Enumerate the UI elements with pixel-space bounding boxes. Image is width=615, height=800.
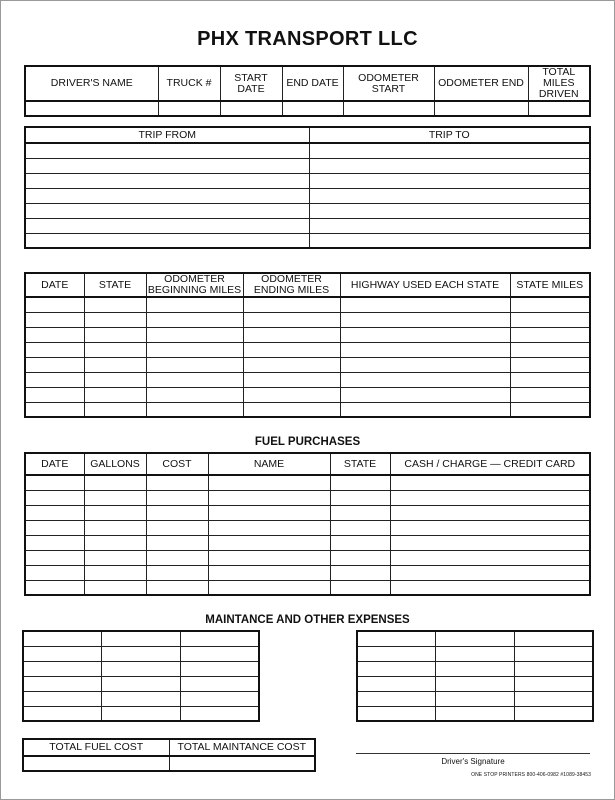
state-mileage-cell[interactable]: [84, 342, 146, 357]
maintenance-left-cell[interactable]: [23, 631, 101, 646]
header-name: NAME: [208, 453, 330, 475]
fuel-cell[interactable]: [146, 580, 208, 595]
fuel-cell[interactable]: [146, 565, 208, 580]
total-maintance-cost-field[interactable]: [169, 756, 315, 771]
fuel-cell[interactable]: [84, 490, 146, 505]
maintenance-right-row: [357, 631, 593, 646]
maintenance-right-cell[interactable]: [514, 676, 593, 691]
fuel-cell[interactable]: [84, 535, 146, 550]
trip-cell[interactable]: [25, 143, 309, 158]
fuel-cell[interactable]: [25, 535, 84, 550]
state-mileage-cell[interactable]: [25, 387, 84, 402]
maintenance-right-cell[interactable]: [357, 706, 435, 721]
header-total-miles: TOTAL MILES DRIVEN: [528, 66, 590, 101]
trip-row: [25, 173, 590, 188]
trip-cell[interactable]: [25, 188, 309, 203]
trip-table: [24, 126, 591, 249]
state-mileage-cell[interactable]: [243, 297, 340, 312]
header-odometer-beginning: ODOMETER BEGINNING MILES: [147, 273, 242, 296]
state-mileage-cell[interactable]: [84, 297, 146, 312]
fuel-cell[interactable]: [84, 550, 146, 565]
maintenance-label: MAINTANCE AND OTHER EXPENSES: [205, 614, 410, 626]
state-mileage-cell[interactable]: [243, 312, 340, 327]
maintenance-left-cell[interactable]: [23, 676, 101, 691]
state-mileage-cell[interactable]: [84, 327, 146, 342]
fuel-cell[interactable]: [390, 580, 590, 595]
fuel-cell[interactable]: [390, 520, 590, 535]
state-mileage-cell[interactable]: [25, 402, 84, 417]
fuel-cell[interactable]: [390, 565, 590, 580]
state-mileage-cell[interactable]: [146, 297, 243, 312]
fuel-cell[interactable]: [390, 505, 590, 520]
fuel-cell[interactable]: [208, 490, 330, 505]
trip-row: [25, 143, 590, 158]
fuel-cell[interactable]: [330, 475, 390, 490]
state-mileage-cell[interactable]: [340, 312, 510, 327]
fuel-cell[interactable]: [208, 520, 330, 535]
truck-number-field[interactable]: [158, 101, 220, 116]
state-mileage-cell[interactable]: [25, 372, 84, 387]
maintenance-table-right: [356, 630, 594, 722]
maintenance-right-row: [357, 691, 593, 706]
fuel-cell[interactable]: [330, 490, 390, 505]
fuel-cell[interactable]: [84, 580, 146, 595]
maintenance-left-cell[interactable]: [180, 676, 259, 691]
maintenance-right-cell[interactable]: [357, 691, 435, 706]
trip-row: [25, 158, 590, 173]
maintenance-left-cell[interactable]: [101, 691, 180, 706]
fuel-cell[interactable]: [146, 475, 208, 490]
state-mileage-cell[interactable]: [510, 297, 590, 312]
start-date-field[interactable]: [220, 101, 282, 116]
fuel-cell[interactable]: [208, 505, 330, 520]
fuel-row: [25, 505, 590, 520]
fuel-cell[interactable]: [146, 490, 208, 505]
state-mileage-cell[interactable]: [340, 297, 510, 312]
fuel-cell[interactable]: [208, 475, 330, 490]
state-mileage-row: [25, 297, 590, 312]
total-fuel-cost-field[interactable]: [23, 756, 169, 771]
header-gallons: GALLONS: [84, 453, 146, 475]
header-state-miles: STATE MILES: [510, 273, 590, 297]
header-cost: COST: [146, 453, 208, 475]
state-mileage-cell[interactable]: [25, 327, 84, 342]
fuel-cell[interactable]: [25, 520, 84, 535]
state-mileage-cell[interactable]: [340, 327, 510, 342]
fuel-purchases-label: FUEL PURCHASES: [254, 436, 361, 448]
fuel-cell[interactable]: [208, 565, 330, 580]
state-mileage-cell[interactable]: [25, 357, 84, 372]
fuel-cell[interactable]: [25, 505, 84, 520]
trip-cell[interactable]: [309, 173, 590, 188]
header-start-date: START DATE: [220, 66, 282, 101]
state-mileage-cell[interactable]: [146, 387, 243, 402]
signature-label: Driver's Signature: [441, 757, 505, 766]
state-mileage-row: [25, 387, 590, 402]
fuel-cell[interactable]: [208, 580, 330, 595]
maintenance-left-cell[interactable]: [180, 646, 259, 661]
header-total-fuel-cost: TOTAL FUEL COST: [23, 739, 169, 756]
trip-cell[interactable]: [25, 218, 309, 233]
trip-row: [25, 188, 590, 203]
maintenance-left-row: [23, 661, 259, 676]
state-mileage-cell[interactable]: [84, 387, 146, 402]
state-mileage-cell[interactable]: [146, 312, 243, 327]
maintenance-left-row: [23, 646, 259, 661]
header-truck-number: TRUCK #: [158, 66, 220, 101]
state-mileage-cell[interactable]: [510, 327, 590, 342]
state-mileage-table: [24, 272, 591, 418]
state-mileage-cell[interactable]: [146, 372, 243, 387]
maintenance-left-cell[interactable]: [23, 646, 101, 661]
fuel-cell[interactable]: [146, 535, 208, 550]
fuel-cell[interactable]: [84, 520, 146, 535]
trip-cell[interactable]: [25, 173, 309, 188]
maintenance-left-row: [23, 706, 259, 721]
maintenance-right-cell[interactable]: [514, 706, 593, 721]
maintenance-right-cell[interactable]: [514, 631, 593, 646]
drivers-name-field[interactable]: [25, 101, 158, 116]
fuel-row: [25, 475, 590, 490]
state-mileage-row: [25, 342, 590, 357]
trip-cell[interactable]: [309, 203, 590, 218]
fuel-cell[interactable]: [390, 490, 590, 505]
fuel-cell[interactable]: [390, 550, 590, 565]
maintenance-left-cell[interactable]: [23, 706, 101, 721]
maintenance-right-cell[interactable]: [435, 631, 514, 646]
company-title: PHX TRANSPORT LLC: [197, 28, 418, 50]
fuel-cell[interactable]: [330, 535, 390, 550]
maintenance-right-row: [357, 661, 593, 676]
maintenance-left-cell[interactable]: [23, 661, 101, 676]
end-date-field[interactable]: [282, 101, 343, 116]
state-mileage-cell[interactable]: [510, 372, 590, 387]
fuel-cell[interactable]: [390, 475, 590, 490]
maintenance-left-row: [23, 691, 259, 706]
state-mileage-cell[interactable]: [84, 312, 146, 327]
fuel-cell[interactable]: [330, 520, 390, 535]
maintenance-table-left: [22, 630, 260, 722]
state-mileage-cell[interactable]: [243, 372, 340, 387]
signature-line[interactable]: [356, 753, 590, 754]
header-odometer-start: ODOMETER START: [343, 66, 434, 101]
header-fuel-date: DATE: [25, 453, 84, 475]
maintenance-left-cell[interactable]: [180, 691, 259, 706]
state-mileage-cell[interactable]: [243, 387, 340, 402]
state-mileage-row: [25, 372, 590, 387]
fuel-cell[interactable]: [84, 475, 146, 490]
fuel-cell[interactable]: [25, 580, 84, 595]
maintenance-left-cell[interactable]: [101, 646, 180, 661]
fuel-cell[interactable]: [330, 550, 390, 565]
trip-cell[interactable]: [309, 158, 590, 173]
trip-row: [25, 218, 590, 233]
trip-cell[interactable]: [25, 203, 309, 218]
maintenance-right-cell[interactable]: [435, 691, 514, 706]
maintenance-left-cell[interactable]: [180, 661, 259, 676]
maintenance-left-cell[interactable]: [180, 706, 259, 721]
fuel-cell[interactable]: [146, 505, 208, 520]
maintenance-right-cell[interactable]: [435, 706, 514, 721]
header-date: DATE: [25, 273, 84, 297]
trip-cell[interactable]: [25, 158, 309, 173]
maintenance-right-cell[interactable]: [514, 661, 593, 676]
maintenance-left-row: [23, 676, 259, 691]
maintenance-right-cell[interactable]: [435, 661, 514, 676]
state-mileage-cell[interactable]: [25, 342, 84, 357]
state-mileage-cell[interactable]: [84, 372, 146, 387]
header-end-date: END DATE: [282, 66, 343, 101]
state-mileage-cell[interactable]: [340, 387, 510, 402]
fuel-row: [25, 550, 590, 565]
driver-info-table: [24, 65, 591, 117]
maintenance-left-row: [23, 631, 259, 646]
fuel-cell[interactable]: [330, 580, 390, 595]
header-trip-from: TRIP FROM: [25, 127, 309, 143]
maintenance-right-cell[interactable]: [357, 676, 435, 691]
maintenance-right-row: [357, 706, 593, 721]
header-trip-to: TRIP TO: [309, 127, 590, 143]
state-mileage-cell[interactable]: [146, 342, 243, 357]
fuel-row: [25, 535, 590, 550]
fuel-cell[interactable]: [330, 505, 390, 520]
header-odometer-ending: ODOMETER ENDING MILES: [243, 273, 340, 297]
state-mileage-cell[interactable]: [25, 312, 84, 327]
fuel-row: [25, 520, 590, 535]
fuel-cell[interactable]: [25, 490, 84, 505]
maintenance-left-cell[interactable]: [101, 676, 180, 691]
state-mileage-row: [25, 402, 590, 417]
state-mileage-cell[interactable]: [340, 342, 510, 357]
state-mileage-cell[interactable]: [340, 372, 510, 387]
state-mileage-cell[interactable]: [510, 357, 590, 372]
state-mileage-cell[interactable]: [84, 402, 146, 417]
state-mileage-cell[interactable]: [84, 357, 146, 372]
maintenance-left-cell[interactable]: [23, 691, 101, 706]
header-total-maintance-cost: TOTAL MAINTANCE COST: [169, 739, 315, 756]
state-mileage-row: [25, 327, 590, 342]
fuel-row: [25, 490, 590, 505]
maintenance-right-cell[interactable]: [435, 676, 514, 691]
header-payment: CASH / CHARGE — CREDIT CARD: [390, 453, 590, 475]
fuel-cell[interactable]: [146, 550, 208, 565]
state-mileage-row: [25, 312, 590, 327]
odometer-start-field[interactable]: [343, 101, 434, 116]
fuel-cell[interactable]: [208, 535, 330, 550]
fuel-cell[interactable]: [208, 550, 330, 565]
state-mileage-cell[interactable]: [25, 297, 84, 312]
fuel-cell[interactable]: [25, 565, 84, 580]
fuel-cell[interactable]: [25, 475, 84, 490]
state-mileage-cell[interactable]: [146, 402, 243, 417]
state-mileage-cell[interactable]: [510, 312, 590, 327]
trip-row: [25, 233, 590, 248]
state-mileage-cell[interactable]: [146, 357, 243, 372]
fuel-purchases-table: [24, 452, 591, 596]
maintenance-right-row: [357, 646, 593, 661]
maintenance-right-cell[interactable]: [514, 691, 593, 706]
fuel-cell[interactable]: [84, 565, 146, 580]
fuel-cell[interactable]: [25, 550, 84, 565]
trip-cell[interactable]: [309, 233, 590, 248]
maintenance-right-row: [357, 676, 593, 691]
maintenance-left-cell[interactable]: [180, 631, 259, 646]
fuel-cell[interactable]: [330, 565, 390, 580]
state-mileage-cell[interactable]: [510, 402, 590, 417]
header-highway-used: HIGHWAY USED EACH STATE: [340, 273, 510, 297]
fuel-row: [25, 580, 590, 595]
maintenance-left-cell[interactable]: [101, 706, 180, 721]
maintenance-right-cell[interactable]: [514, 646, 593, 661]
header-drivers-name: DRIVER'S NAME: [25, 66, 158, 101]
state-mileage-cell[interactable]: [510, 342, 590, 357]
header-odometer-end: ODOMETER END: [434, 66, 528, 101]
state-mileage-cell[interactable]: [510, 387, 590, 402]
maintenance-right-cell[interactable]: [357, 661, 435, 676]
fuel-cell[interactable]: [146, 520, 208, 535]
maintenance-left-cell[interactable]: [101, 661, 180, 676]
fuel-cell[interactable]: [390, 535, 590, 550]
state-mileage-cell[interactable]: [146, 327, 243, 342]
state-mileage-cell[interactable]: [243, 342, 340, 357]
totals-table: [22, 738, 316, 772]
maintenance-right-cell[interactable]: [357, 646, 435, 661]
trip-cell[interactable]: [25, 233, 309, 248]
state-mileage-cell[interactable]: [340, 402, 510, 417]
state-mileage-cell[interactable]: [340, 357, 510, 372]
trip-cell[interactable]: [309, 188, 590, 203]
maintenance-right-cell[interactable]: [357, 631, 435, 646]
total-miles-field[interactable]: [528, 101, 590, 116]
state-mileage-cell[interactable]: [243, 402, 340, 417]
trip-row: [25, 203, 590, 218]
state-mileage-row: [25, 357, 590, 372]
odometer-end-field[interactable]: [434, 101, 528, 116]
maintenance-right-cell[interactable]: [435, 646, 514, 661]
trip-cell[interactable]: [309, 218, 590, 233]
state-mileage-cell[interactable]: [243, 357, 340, 372]
header-fuel-state: STATE: [330, 453, 390, 475]
trip-cell[interactable]: [309, 143, 590, 158]
state-mileage-cell[interactable]: [243, 327, 340, 342]
printer-note: ONE STOP PRINTERS 800-406-0982 #1089-38453: [471, 772, 591, 778]
fuel-cell[interactable]: [84, 505, 146, 520]
header-state: STATE: [84, 273, 146, 297]
maintenance-left-cell[interactable]: [101, 631, 180, 646]
fuel-row: [25, 565, 590, 580]
